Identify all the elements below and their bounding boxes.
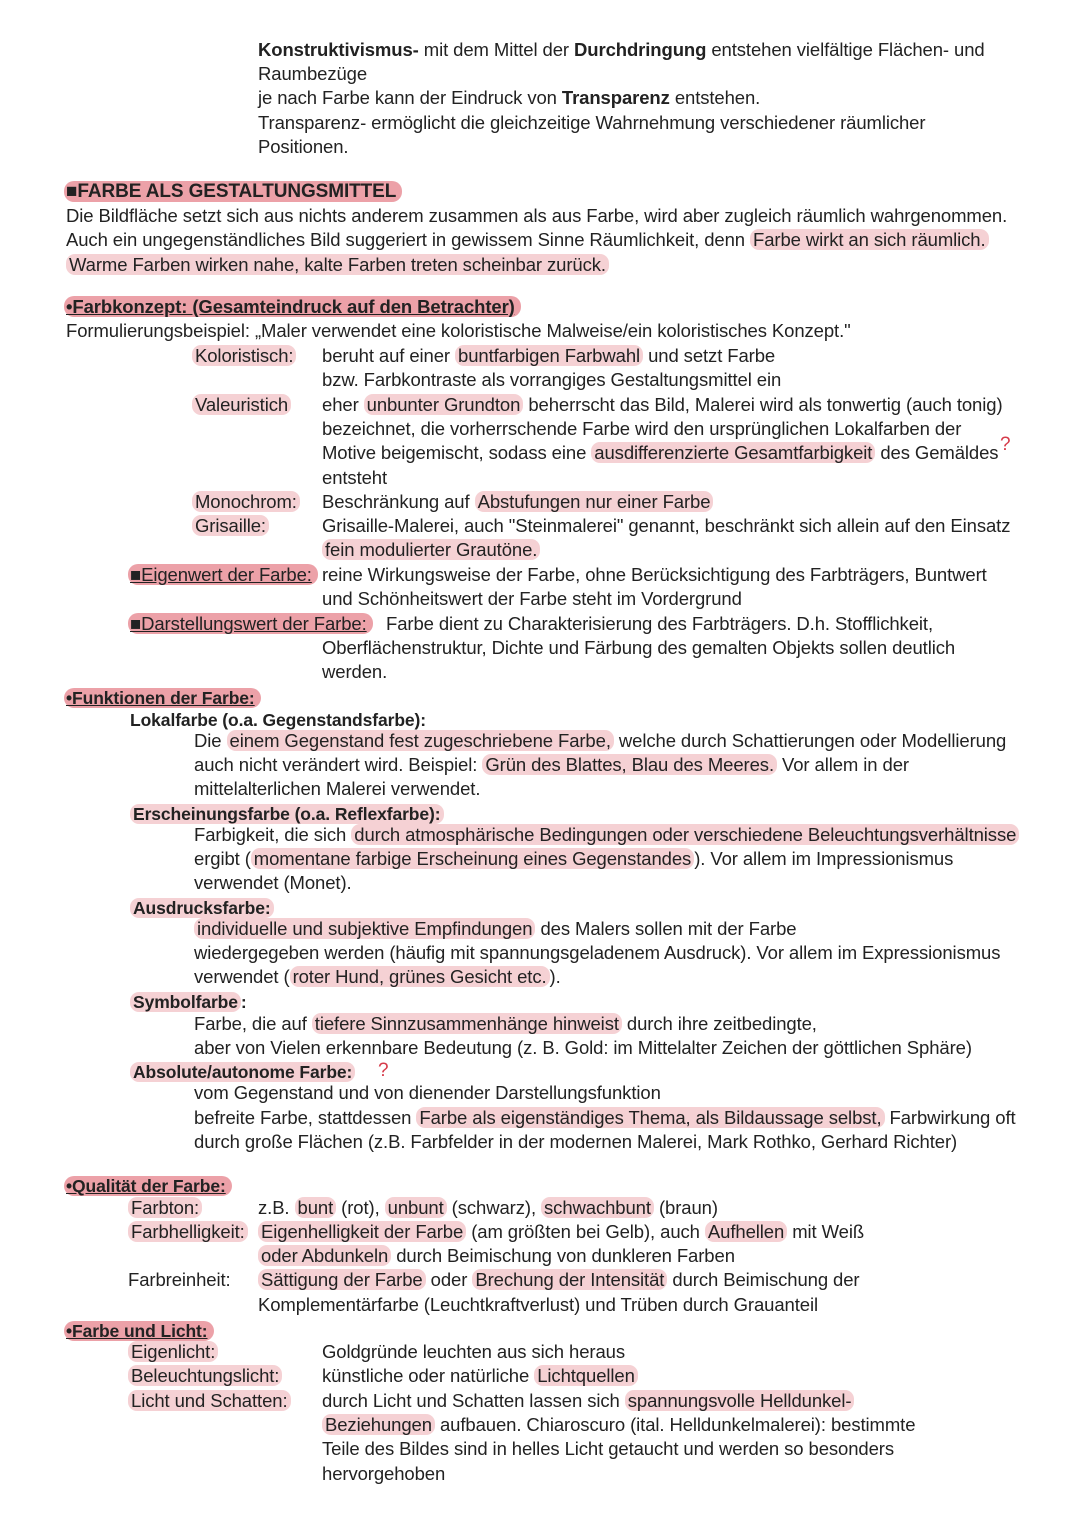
intro-line-4: Transparenz- ermöglicht die gleichzeitige Wahrnehmung verschiedener räumlicher <box>258 112 926 133</box>
term-farbreinheit: Farbreinheit: <box>128 1269 231 1290</box>
def-beleuchtungslicht: künstliche oder natürliche Lichtquellen <box>322 1364 638 1388</box>
lokal-line-1: Die einem Gegenstand fest zugeschriebene Farbe, welche durch Schattierungen oder Modellierung <box>194 730 1007 751</box>
def-licht-schatten-1: durch Licht und Schatten lassen sich spannungsvolle Helldunkel- <box>322 1389 854 1413</box>
question-mark-icon: ? <box>1000 434 1011 455</box>
erscheinung-heading: Erscheinungsfarbe (o.a. Reflexfarbe): <box>130 802 444 826</box>
def-licht-schatten-3: Teile des Bildes sind in helles Licht getaucht und werden so besonders <box>322 1438 895 1459</box>
def-monochrom: Beschränkung auf Abstufungen nur einer Farbe <box>322 490 713 514</box>
qualitaet-heading: •Qualität der Farbe: <box>64 1174 232 1198</box>
lokal-line-2: auch nicht verändert wird. Beispiel: Grün des Blattes, Blau des Meeres. Vor allem in der <box>194 754 909 775</box>
term-darstellungswert: ■Darstellungswert der Farbe: <box>128 612 373 636</box>
licht-heading: •Farbe und Licht: <box>64 1319 214 1343</box>
def-licht-schatten-2: Beziehungen aufbauen. Chiaroscuro (ital. Helldunkelmalerei): bestimmte <box>322 1413 915 1437</box>
def-farbhelligkeit-1: Eigenhelligkeit der Farbe (am größten bei Gelb), auch Aufhellen mit Weiß <box>258 1220 864 1244</box>
erscheinung-line-1: Farbigkeit, die sich durch atmosphärische Bedingungen oder verschiedene Beleuchtungsverhältnisse <box>194 823 1019 847</box>
funktionen-heading: •Funktionen der Farbe: <box>64 686 261 710</box>
ausdruck-line-2: wiedergegeben werden (häufig mit spannungsgeladenem Ausdruck). Vor allem im Expressionismus <box>194 942 1001 963</box>
term-koloristisch: Koloristisch: <box>192 344 296 368</box>
lokal-line-3: mittelalterlichen Malerei verwendet. <box>194 778 481 799</box>
absolut-line-3: durch große Flächen (z.B. Farbfelder in der modernen Malerei, Mark Rothko, Gerhard Richter) <box>194 1131 958 1152</box>
absolut-line-2: befreite Farbe, stattdessen Farbe als eigenständiges Thema, als Bildaussage selbst, Farbwirkung oft <box>194 1107 1016 1128</box>
def-farbhelligkeit-2: oder Abdunkeln durch Beimischung von dunkleren Farben <box>258 1244 735 1268</box>
term-valeuristisch: Valeuristich <box>192 393 291 417</box>
section-para-1: Die Bildfläche setzt sich aus nichts anderem zusammen als aus Farbe, wird aber zugleich räumlich wahrgenommen. <box>66 205 1008 226</box>
symbol-line-1: Farbe, die auf tiefere Sinnzusammenhänge hinweist durch ihre zeitbedingte, <box>194 1013 817 1034</box>
farbkonzept-example: Formulierungsbeispiel: „Maler verwendet eine koloristische Malweise/ein koloristisches Konzept." <box>66 320 851 341</box>
def-eigenwert-1: reine Wirkungsweise der Farbe, ohne Berücksichtigung des Farbträgers, Buntwert <box>322 564 987 585</box>
def-eigenwert-2: und Schönheitswert der Farbe steht im Vordergrund <box>322 588 742 609</box>
def-koloristisch-2: bzw. Farbkontraste als vorrangiges Gestaltungsmittel ein <box>322 369 782 390</box>
erscheinung-line-3: verwendet (Monet). <box>194 872 352 893</box>
def-valeuristisch-2: bezeichnet, die vorherrschende Farbe wird den ursprünglichen Lokalfarben der <box>322 418 962 439</box>
def-farbreinheit-1: Sättigung der Farbe oder Brechung der Intensität durch Beimischung der <box>258 1268 860 1292</box>
intro-line-1: Konstruktivismus- mit dem Mittel der Durchdringung entstehen vielfältige Flächen- und <box>258 39 985 60</box>
def-darstellungswert-2: Oberflächenstruktur, Dichte und Färbung des gemalten Objekts sollen deutlich <box>322 637 956 658</box>
intro-line-3: je nach Farbe kann der Eindruck von Transparenz entstehen. <box>258 87 761 108</box>
question-mark-icon: ? <box>378 1060 389 1081</box>
section-para-2: Auch ein ungegenständliches Bild suggeriert in gewissem Sinne Räumlichkeit, denn Farbe wirkt an sich räumlich. <box>66 228 989 252</box>
section-para-3: Warme Farben wirken nahe, kalte Farben treten scheinbar zurück. <box>66 253 609 277</box>
def-farbreinheit-2: Komplementärfarbe (Leuchtkraftverlust) und Trüben durch Grauanteil <box>258 1294 818 1315</box>
section-heading: ■FARBE ALS GESTALTUNGSMITTEL <box>64 180 402 204</box>
def-valeuristisch-3: Motive beigemischt, sodass eine ausdifferenzierte Gesamtfarbigkeit des Gemäldes <box>322 442 999 463</box>
farbkonzept-heading: •Farbkonzept: (Gesamteindruck auf den Betrachter) <box>64 295 521 319</box>
term-licht-schatten: Licht und Schatten: <box>128 1389 291 1413</box>
lokal-heading: Lokalfarbe (o.a. Gegenstandsfarbe): <box>130 710 427 730</box>
term-eigenwert: ■Eigenwert der Farbe: <box>128 563 318 587</box>
symbol-heading: Symbolfarbe : <box>130 990 247 1014</box>
def-licht-schatten-4: hervorgehoben <box>322 1463 446 1484</box>
def-darstellungswert-1: Farbe dient zu Charakterisierung des Farbträgers. D.h. Stofflichkeit, <box>386 613 933 634</box>
ausdruck-line-3: verwendet ( roter Hund, grünes Gesicht etc. ). <box>194 966 561 987</box>
def-valeuristisch-1: eher unbunter Grundton beherrscht das Bild, Malerei wird als tonwertig (auch tonig) <box>322 394 1003 415</box>
term-monochrom: Monochrom: <box>192 490 300 514</box>
def-darstellungswert-3: werden. <box>322 661 388 682</box>
def-grisaille-1: Grisaille-Malerei, auch "Steinmalerei" genannt, beschränkt sich allein auf den Einsatz <box>322 515 1011 536</box>
erscheinung-line-2: ergibt ( momentane farbige Erscheinung eines Gegenstandes ). Vor allem im Impressionismus <box>194 848 954 869</box>
term-eigenlicht: Eigenlicht: <box>128 1340 218 1364</box>
absolut-line-1: vom Gegenstand und von dienender Darstellungsfunktion <box>194 1082 661 1103</box>
intro-line-5: Positionen. <box>258 136 349 157</box>
term-beleuchtungslicht: Beleuchtungslicht: <box>128 1364 282 1388</box>
term-farbhelligkeit: Farbhelligkeit: <box>128 1220 248 1244</box>
intro-line-2: Raumbezüge <box>258 63 368 84</box>
symbol-line-2: aber von Vielen erkennbare Bedeutung (z. B. Gold: im Mittelalter Zeichen der göttlichen Sphäre) <box>194 1037 972 1058</box>
ausdruck-line-1: individuelle und subjektive Empfindungen des Malers sollen mit der Farbe <box>194 917 796 941</box>
term-farbton: Farbton: <box>128 1196 202 1220</box>
def-valeuristisch-4: entsteht <box>322 467 388 488</box>
term-grisaille: Grisaille: <box>192 514 269 538</box>
def-eigenlicht: Goldgründe leuchten aus sich heraus <box>322 1341 625 1362</box>
def-grisaille-2: fein modulierter Grautöne. <box>322 538 540 562</box>
ausdruck-heading: Ausdrucksfarbe: <box>130 896 274 920</box>
def-farbton: z.B. bunt (rot), unbunt (schwarz), schwachbunt (braun) <box>258 1197 718 1218</box>
absolut-heading: Absolute/autonome Farbe: <box>130 1060 355 1084</box>
def-koloristisch-1: beruht auf einer buntfarbigen Farbwahl und setzt Farbe <box>322 345 776 366</box>
